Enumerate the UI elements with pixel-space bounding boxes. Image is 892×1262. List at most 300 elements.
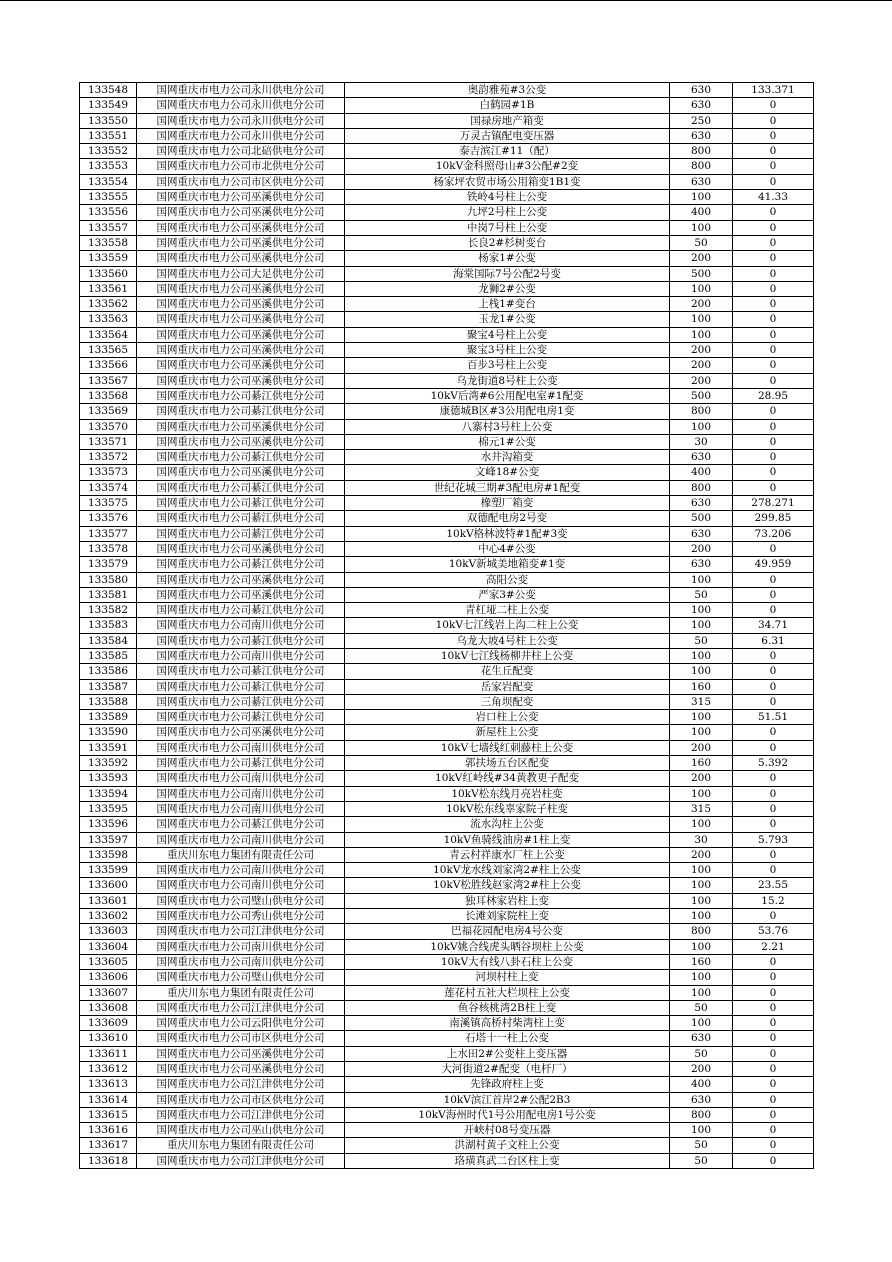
row-id-cell: 133595: [80, 801, 137, 816]
value-cell: 0: [733, 373, 814, 388]
table-row: [80, 1077, 814, 1092]
value-cell: 0: [733, 450, 814, 465]
value-cell: 0: [733, 970, 814, 985]
company-cell: 国网重庆市电力公司南川供电分公司: [137, 954, 345, 969]
table-row: [80, 1031, 814, 1046]
row-id-cell: 133561: [80, 281, 137, 296]
row-id-cell: 133602: [80, 909, 137, 924]
row-id-cell: 133612: [80, 1062, 137, 1077]
capacity-cell: 50: [670, 1046, 733, 1061]
transformer-name-cell: 白鹤园#1B: [345, 98, 670, 113]
company-cell: 国网重庆市电力公司南川供电分公司: [137, 878, 345, 893]
row-id-cell: 133548: [80, 83, 137, 98]
transformer-name-cell: 10kV松东线月亮岩柱变: [345, 786, 670, 801]
capacity-cell: 500: [670, 388, 733, 403]
company-cell: 国网重庆市电力公司江津供电分公司: [137, 1077, 345, 1092]
capacity-cell: 630: [670, 496, 733, 511]
company-cell: 国网重庆市电力公司巫溪供电分公司: [137, 1062, 345, 1077]
capacity-cell: 50: [670, 633, 733, 648]
capacity-cell: 160: [670, 954, 733, 969]
transformer-name-cell: 国禄房地产箱变: [345, 113, 670, 128]
transformer-name-cell: 棉元1#公变: [345, 434, 670, 449]
table-row: [80, 373, 814, 388]
row-id-cell: 133594: [80, 786, 137, 801]
value-cell: 0: [733, 1077, 814, 1092]
capacity-cell: 100: [670, 1123, 733, 1138]
capacity-cell: 100: [670, 863, 733, 878]
capacity-cell: 200: [670, 847, 733, 862]
value-cell: 0: [733, 1031, 814, 1046]
table-row: [80, 863, 814, 878]
company-cell: 国网重庆市电力公司南川供电分公司: [137, 740, 345, 755]
transformer-name-cell: 世纪花城三期#3配电房#1配变: [345, 480, 670, 495]
table-row: [80, 251, 814, 266]
table-row: [80, 388, 814, 403]
table-row: [80, 893, 814, 908]
table-row: [80, 190, 814, 205]
transformer-name-cell: 独耳林家岩柱上变: [345, 893, 670, 908]
value-cell: 0: [733, 358, 814, 373]
value-cell: 0: [733, 817, 814, 832]
value-cell: 2.21: [733, 939, 814, 954]
table-row: [80, 740, 814, 755]
table-row: [80, 159, 814, 174]
company-cell: 国网重庆市电力公司巫溪供电分公司: [137, 465, 345, 480]
company-cell: 国网重庆市电力公司巫溪供电分公司: [137, 587, 345, 602]
transformer-name-cell: 万灵古镇配电变压器: [345, 128, 670, 143]
value-cell: 0: [733, 985, 814, 1000]
value-cell: 6.31: [733, 633, 814, 648]
table-row: [80, 1107, 814, 1122]
company-cell: 国网重庆市电力公司綦江供电分公司: [137, 603, 345, 618]
transformer-name-cell: 文峰18#公变: [345, 465, 670, 480]
row-id-cell: 133615: [80, 1107, 137, 1122]
value-cell: 0: [733, 1000, 814, 1015]
capacity-cell: 200: [670, 373, 733, 388]
row-id-cell: 133613: [80, 1077, 137, 1092]
transformer-name-cell: 聚宝4号柱上公变: [345, 327, 670, 342]
transformer-name-cell: 长良2#杉树变台: [345, 235, 670, 250]
capacity-cell: 50: [670, 587, 733, 602]
table-row: [80, 220, 814, 235]
capacity-cell: 630: [670, 1092, 733, 1107]
value-cell: 0: [733, 1016, 814, 1031]
value-cell: 28.95: [733, 388, 814, 403]
table-row: [80, 1062, 814, 1077]
capacity-cell: 400: [670, 205, 733, 220]
value-cell: 51.51: [733, 710, 814, 725]
capacity-cell: 800: [670, 924, 733, 939]
company-cell: 国网重庆市电力公司綦江供电分公司: [137, 710, 345, 725]
transformer-name-cell: 10kV龙水线刘家湾2#柱上公变: [345, 863, 670, 878]
company-cell: 国网重庆市电力公司江津供电分公司: [137, 924, 345, 939]
row-id-cell: 133549: [80, 98, 137, 113]
company-cell: 国网重庆市电力公司綦江供电分公司: [137, 496, 345, 511]
transformer-name-cell: 乌龙大坡4号柱上公变: [345, 633, 670, 648]
capacity-cell: 100: [670, 909, 733, 924]
transformer-name-cell: 海棠国际7号公配2号变: [345, 266, 670, 281]
row-id-cell: 133584: [80, 633, 137, 648]
table-row: [80, 297, 814, 312]
row-id-cell: 133579: [80, 557, 137, 572]
capacity-cell: 800: [670, 159, 733, 174]
row-id-cell: 133618: [80, 1153, 137, 1168]
table-row: [80, 526, 814, 541]
capacity-cell: 100: [670, 878, 733, 893]
table-row: [80, 419, 814, 434]
capacity-cell: 100: [670, 817, 733, 832]
transformer-name-cell: 严家3#公变: [345, 587, 670, 602]
capacity-cell: 630: [670, 174, 733, 189]
capacity-cell: 800: [670, 1107, 733, 1122]
value-cell: 0: [733, 725, 814, 740]
table-row: [80, 128, 814, 143]
transformer-name-cell: 双德配电房2号变: [345, 511, 670, 526]
row-id-cell: 133573: [80, 465, 137, 480]
table-row: [80, 878, 814, 893]
row-id-cell: 133596: [80, 817, 137, 832]
capacity-cell: 50: [670, 1000, 733, 1015]
company-cell: 国网重庆市电力公司巫溪供电分公司: [137, 434, 345, 449]
table-row: [80, 909, 814, 924]
company-cell: 国网重庆市电力公司市区供电分公司: [137, 1092, 345, 1107]
row-id-cell: 133550: [80, 113, 137, 128]
row-id-cell: 133578: [80, 541, 137, 556]
table-row: [80, 358, 814, 373]
transformer-table: [79, 82, 814, 1169]
company-cell: 国网重庆市电力公司市北供电分公司: [137, 159, 345, 174]
company-cell: 国网重庆市电力公司市区供电分公司: [137, 1031, 345, 1046]
row-id-cell: 133552: [80, 144, 137, 159]
row-id-cell: 133583: [80, 618, 137, 633]
row-id-cell: 133569: [80, 404, 137, 419]
table-body: [80, 83, 814, 1169]
capacity-cell: 200: [670, 740, 733, 755]
row-id-cell: 133558: [80, 235, 137, 250]
company-cell: 国网重庆市电力公司永川供电分公司: [137, 83, 345, 98]
table-row: [80, 541, 814, 556]
capacity-cell: 315: [670, 694, 733, 709]
value-cell: 0: [733, 572, 814, 587]
transformer-name-cell: 10kV后湾#6公用配电室#1配变: [345, 388, 670, 403]
value-cell: 0: [733, 648, 814, 663]
value-cell: 15.2: [733, 893, 814, 908]
value-cell: 0: [733, 1153, 814, 1168]
row-id-cell: 133566: [80, 358, 137, 373]
row-id-cell: 133564: [80, 327, 137, 342]
row-id-cell: 133586: [80, 664, 137, 679]
row-id-cell: 133588: [80, 694, 137, 709]
table-row: [80, 648, 814, 663]
row-id-cell: 133555: [80, 190, 137, 205]
company-cell: 国网重庆市电力公司巫溪供电分公司: [137, 251, 345, 266]
table-row: [80, 771, 814, 786]
capacity-cell: 100: [670, 786, 733, 801]
value-cell: 5.392: [733, 756, 814, 771]
transformer-name-cell: 乌龙街道8号柱上公变: [345, 373, 670, 388]
table-row: [80, 235, 814, 250]
transformer-name-cell: 洪湖村黄子文柱上公变: [345, 1138, 670, 1153]
row-id-cell: 133585: [80, 648, 137, 663]
capacity-cell: 500: [670, 511, 733, 526]
company-cell: 国网重庆市电力公司大足供电分公司: [137, 266, 345, 281]
company-cell: 国网重庆市电力公司永川供电分公司: [137, 98, 345, 113]
transformer-name-cell: 10kV滨江首岸2#公配2B3: [345, 1092, 670, 1107]
company-cell: 国网重庆市电力公司巫溪供电分公司: [137, 327, 345, 342]
company-cell: 重庆川东电力集团有限责任公司: [137, 985, 345, 1000]
row-id-cell: 133560: [80, 266, 137, 281]
capacity-cell: 100: [670, 572, 733, 587]
company-cell: 国网重庆市电力公司南川供电分公司: [137, 786, 345, 801]
row-id-cell: 133598: [80, 847, 137, 862]
value-cell: 0: [733, 694, 814, 709]
transformer-name-cell: 上水田2#公变柱上变压器: [345, 1046, 670, 1061]
transformer-name-cell: 高阳公变: [345, 572, 670, 587]
value-cell: 299.85: [733, 511, 814, 526]
row-id-cell: 133557: [80, 220, 137, 235]
transformer-name-cell: 岩口柱上公变: [345, 710, 670, 725]
table-row: [80, 465, 814, 480]
table-row: [80, 557, 814, 572]
transformer-name-cell: 巴福花园配电房4号公变: [345, 924, 670, 939]
table-row: [80, 832, 814, 847]
row-id-cell: 133608: [80, 1000, 137, 1015]
company-cell: 国网重庆市电力公司北碚供电分公司: [137, 144, 345, 159]
transformer-name-cell: 杨家1#公变: [345, 251, 670, 266]
capacity-cell: 800: [670, 480, 733, 495]
row-id-cell: 133554: [80, 174, 137, 189]
value-cell: 278.271: [733, 496, 814, 511]
transformer-name-cell: 10kV松东线辜家院子柱变: [345, 801, 670, 816]
capacity-cell: 200: [670, 297, 733, 312]
table-row: [80, 343, 814, 358]
row-id-cell: 133575: [80, 496, 137, 511]
company-cell: 国网重庆市电力公司巫溪供电分公司: [137, 358, 345, 373]
value-cell: 0: [733, 159, 814, 174]
table-row: [80, 1046, 814, 1061]
transformer-name-cell: 石塔十一柱上公变: [345, 1031, 670, 1046]
transformer-name-cell: 龙狮2#公变: [345, 281, 670, 296]
company-cell: 国网重庆市电力公司巫溪供电分公司: [137, 312, 345, 327]
transformer-name-cell: 新屋柱上公变: [345, 725, 670, 740]
table-row: [80, 434, 814, 449]
table-row: [80, 1153, 814, 1168]
company-cell: 国网重庆市电力公司巫溪供电分公司: [137, 190, 345, 205]
company-cell: 国网重庆市电力公司永川供电分公司: [137, 113, 345, 128]
transformer-name-cell: 中心4#公变: [345, 541, 670, 556]
row-id-cell: 133563: [80, 312, 137, 327]
row-id-cell: 133601: [80, 893, 137, 908]
row-id-cell: 133617: [80, 1138, 137, 1153]
value-cell: 0: [733, 541, 814, 556]
value-cell: 0: [733, 251, 814, 266]
row-id-cell: 133591: [80, 740, 137, 755]
value-cell: 0: [733, 909, 814, 924]
capacity-cell: 630: [670, 450, 733, 465]
value-cell: 0: [733, 1092, 814, 1107]
transformer-name-cell: 泰吉滨江#11（配）: [345, 144, 670, 159]
value-cell: 0: [733, 1046, 814, 1061]
transformer-name-cell: 橡塑厂箱变: [345, 496, 670, 511]
transformer-name-cell: 10kV七江线杨柳井柱上公变: [345, 648, 670, 663]
company-cell: 国网重庆市电力公司巫山供电分公司: [137, 1123, 345, 1138]
company-cell: 国网重庆市电力公司綦江供电分公司: [137, 817, 345, 832]
capacity-cell: 630: [670, 98, 733, 113]
transformer-name-cell: 10kV鱼骑线油房#1柱上变: [345, 832, 670, 847]
page-top-rule: [0, 0, 892, 1]
capacity-cell: 50: [670, 1138, 733, 1153]
transformer-name-cell: 青云村祥康水厂柱上公变: [345, 847, 670, 862]
company-cell: 国网重庆市电力公司巫溪供电分公司: [137, 281, 345, 296]
capacity-cell: 400: [670, 465, 733, 480]
capacity-cell: 630: [670, 128, 733, 143]
value-cell: 0: [733, 1138, 814, 1153]
company-cell: 重庆川东电力集团有限责任公司: [137, 847, 345, 862]
value-cell: 0: [733, 113, 814, 128]
company-cell: 国网重庆市电力公司綦江供电分公司: [137, 756, 345, 771]
capacity-cell: 200: [670, 1062, 733, 1077]
table-row: [80, 174, 814, 189]
company-cell: 国网重庆市电力公司巫溪供电分公司: [137, 220, 345, 235]
capacity-cell: 100: [670, 664, 733, 679]
row-id-cell: 133562: [80, 297, 137, 312]
table-row: [80, 1123, 814, 1138]
company-cell: 国网重庆市电力公司南川供电分公司: [137, 801, 345, 816]
table-row: [80, 603, 814, 618]
value-cell: 0: [733, 587, 814, 602]
transformer-name-cell: 10kV格林波特#1配#3变: [345, 526, 670, 541]
capacity-cell: 100: [670, 190, 733, 205]
company-cell: 国网重庆市电力公司巫溪供电分公司: [137, 541, 345, 556]
transformer-name-cell: 玉龙1#公变: [345, 312, 670, 327]
table-row: [80, 954, 814, 969]
company-cell: 国网重庆市电力公司南川供电分公司: [137, 832, 345, 847]
row-id-cell: 133604: [80, 939, 137, 954]
table-row: [80, 572, 814, 587]
capacity-cell: 100: [670, 220, 733, 235]
row-id-cell: 133568: [80, 388, 137, 403]
value-cell: 0: [733, 863, 814, 878]
row-id-cell: 133606: [80, 970, 137, 985]
table-row: [80, 266, 814, 281]
row-id-cell: 133576: [80, 511, 137, 526]
company-cell: 国网重庆市电力公司南川供电分公司: [137, 939, 345, 954]
table-row: [80, 1138, 814, 1153]
row-id-cell: 133614: [80, 1092, 137, 1107]
table-row: [80, 327, 814, 342]
value-cell: 0: [733, 266, 814, 281]
value-cell: 0: [733, 740, 814, 755]
table-row: [80, 205, 814, 220]
company-cell: 国网重庆市电力公司綦江供电分公司: [137, 679, 345, 694]
value-cell: 0: [733, 603, 814, 618]
company-cell: 国网重庆市电力公司江津供电分公司: [137, 1153, 345, 1168]
company-cell: 国网重庆市电力公司巫溪供电分公司: [137, 572, 345, 587]
row-id-cell: 133571: [80, 434, 137, 449]
transformer-name-cell: 中岗7号柱上公变: [345, 220, 670, 235]
capacity-cell: 100: [670, 419, 733, 434]
company-cell: 国网重庆市电力公司綦江供电分公司: [137, 633, 345, 648]
capacity-cell: 100: [670, 281, 733, 296]
capacity-cell: 100: [670, 893, 733, 908]
row-id-cell: 133592: [80, 756, 137, 771]
table-row: [80, 817, 814, 832]
table-row: [80, 281, 814, 296]
row-id-cell: 133553: [80, 159, 137, 174]
capacity-cell: 400: [670, 1077, 733, 1092]
table-row: [80, 144, 814, 159]
value-cell: 0: [733, 205, 814, 220]
capacity-cell: 100: [670, 648, 733, 663]
capacity-cell: 200: [670, 541, 733, 556]
capacity-cell: 800: [670, 144, 733, 159]
transformer-name-cell: 百步3号柱上公变: [345, 358, 670, 373]
row-id-cell: 133565: [80, 343, 137, 358]
row-id-cell: 133597: [80, 832, 137, 847]
value-cell: 0: [733, 235, 814, 250]
company-cell: 国网重庆市电力公司巫溪供电分公司: [137, 205, 345, 220]
capacity-cell: 100: [670, 710, 733, 725]
row-id-cell: 133574: [80, 480, 137, 495]
transformer-name-cell: 河坝村柱上变: [345, 970, 670, 985]
capacity-cell: 100: [670, 312, 733, 327]
company-cell: 国网重庆市电力公司南川供电分公司: [137, 771, 345, 786]
transformer-name-cell: 八寨村3号柱上公变: [345, 419, 670, 434]
transformer-name-cell: 10kV新城美地箱变#1变: [345, 557, 670, 572]
table-row: [80, 113, 814, 128]
table-row: [80, 83, 814, 98]
company-cell: 国网重庆市电力公司市区供电分公司: [137, 174, 345, 189]
company-cell: 国网重庆市电力公司永川供电分公司: [137, 128, 345, 143]
row-id-cell: 133570: [80, 419, 137, 434]
transformer-name-cell: 聚宝3号柱上公变: [345, 343, 670, 358]
capacity-cell: 100: [670, 939, 733, 954]
company-cell: 国网重庆市电力公司南川供电分公司: [137, 618, 345, 633]
company-cell: 国网重庆市电力公司綦江供电分公司: [137, 388, 345, 403]
value-cell: 133.371: [733, 83, 814, 98]
value-cell: 0: [733, 404, 814, 419]
table-row: [80, 450, 814, 465]
row-id-cell: 133607: [80, 985, 137, 1000]
capacity-cell: 160: [670, 756, 733, 771]
transformer-name-cell: 大河街道2#配变（电杆厂）: [345, 1062, 670, 1077]
table-row: [80, 1016, 814, 1031]
capacity-cell: 250: [670, 113, 733, 128]
transformer-name-cell: 水井沟箱变: [345, 450, 670, 465]
capacity-cell: 630: [670, 83, 733, 98]
row-id-cell: 133587: [80, 679, 137, 694]
capacity-cell: 500: [670, 266, 733, 281]
row-id-cell: 133556: [80, 205, 137, 220]
value-cell: 0: [733, 1062, 814, 1077]
row-id-cell: 133605: [80, 954, 137, 969]
table-row: [80, 801, 814, 816]
value-cell: 0: [733, 128, 814, 143]
company-cell: 国网重庆市电力公司巫溪供电分公司: [137, 235, 345, 250]
value-cell: 73.206: [733, 526, 814, 541]
company-cell: 国网重庆市电力公司綦江供电分公司: [137, 404, 345, 419]
value-cell: 0: [733, 954, 814, 969]
table-row: [80, 511, 814, 526]
row-id-cell: 133593: [80, 771, 137, 786]
value-cell: 0: [733, 465, 814, 480]
row-id-cell: 133577: [80, 526, 137, 541]
value-cell: 0: [733, 771, 814, 786]
company-cell: 国网重庆市电力公司南川供电分公司: [137, 863, 345, 878]
transformer-name-cell: 开峡村08号变压器: [345, 1123, 670, 1138]
value-cell: 0: [733, 220, 814, 235]
value-cell: 0: [733, 98, 814, 113]
